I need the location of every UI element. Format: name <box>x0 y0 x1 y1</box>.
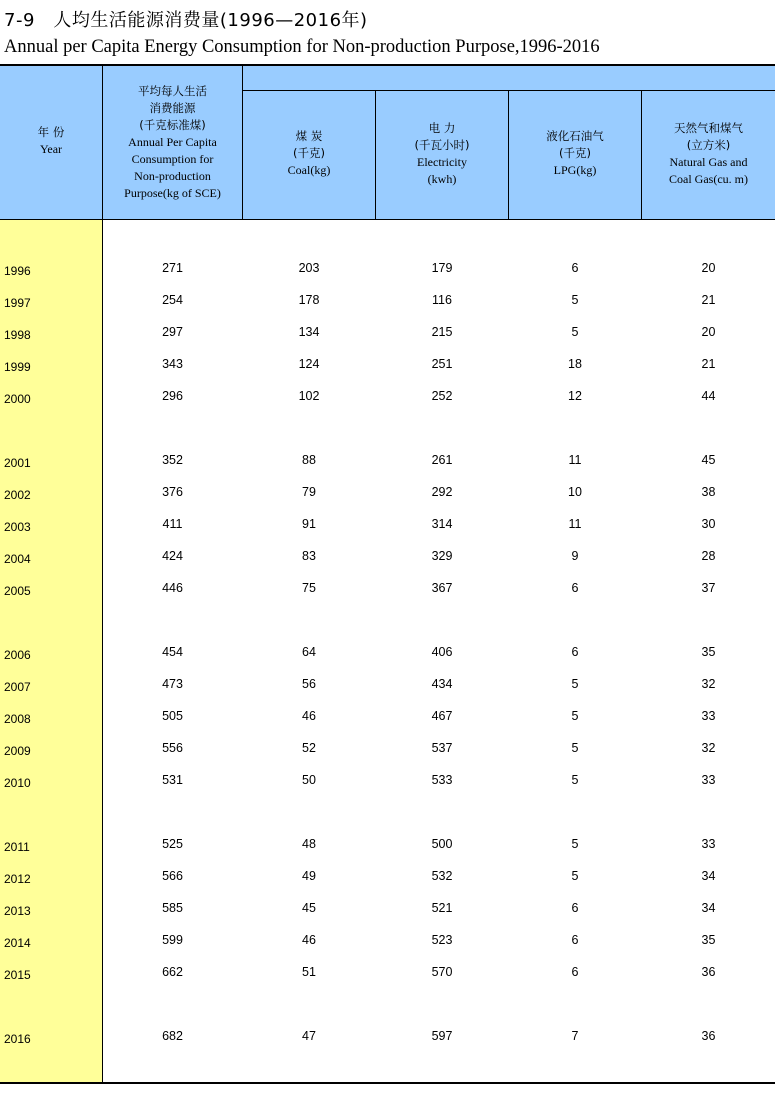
cell-coal: 75 <box>302 581 316 595</box>
cell-electricity: 406 <box>431 645 453 659</box>
cell-total: 505 <box>162 709 183 723</box>
cell-total: 352 <box>162 453 183 467</box>
cell-year: 2013 <box>4 904 31 918</box>
table-row <box>0 866 775 886</box>
cell-year: 2015 <box>4 968 31 982</box>
cell-lpg: 9 <box>571 549 579 563</box>
cell-gas: 34 <box>701 901 716 915</box>
table-row <box>0 482 775 502</box>
table-row <box>0 354 775 374</box>
header-total-cn: 平均每人生活 <box>138 84 207 98</box>
header-coal-cn: 煤 炭 <box>295 129 323 143</box>
table-row <box>0 642 775 662</box>
cell-coal: 45 <box>302 901 316 915</box>
header-lpg-cn: (千克) <box>559 146 591 160</box>
cell-lpg: 11 <box>568 517 582 531</box>
table-row <box>0 450 775 470</box>
cell-gas: 38 <box>701 485 716 499</box>
cell-lpg: 18 <box>568 357 582 371</box>
table-row <box>0 706 775 726</box>
cell-coal: 56 <box>302 677 316 691</box>
cell-coal: 48 <box>302 837 316 851</box>
cell-total: 566 <box>162 869 183 883</box>
table-title-chinese: 7-9 人均生活能源消费量(1996—2016年) <box>4 10 368 31</box>
cell-coal: 64 <box>302 645 316 659</box>
header-coal-en: Coal(kg) <box>287 163 331 177</box>
cell-gas: 37 <box>701 581 716 595</box>
cell-coal: 203 <box>298 261 320 275</box>
header-year-cn: 年 份 <box>37 125 65 139</box>
table-row <box>0 962 775 982</box>
cell-year: 2008 <box>4 712 31 726</box>
cell-total: 473 <box>162 677 183 691</box>
cell-total: 424 <box>162 549 183 563</box>
cell-gas: 21 <box>701 293 716 307</box>
cell-lpg: 5 <box>571 837 579 851</box>
header-coal-cn: (千克) <box>293 146 325 160</box>
cell-electricity: 292 <box>431 485 453 499</box>
cell-electricity: 521 <box>431 901 453 915</box>
table-row <box>0 770 775 790</box>
cell-electricity: 329 <box>431 549 453 563</box>
cell-year: 2001 <box>4 456 31 470</box>
cell-year: 1999 <box>4 360 31 374</box>
cell-coal: 91 <box>302 517 316 531</box>
table-row <box>0 898 775 918</box>
cell-electricity: 523 <box>431 933 453 947</box>
cell-year: 2012 <box>4 872 31 886</box>
cell-lpg: 12 <box>568 389 582 403</box>
table-row <box>0 674 775 694</box>
cell-lpg: 11 <box>568 453 582 467</box>
cell-year: 2006 <box>4 648 31 662</box>
cell-year: 1996 <box>4 264 31 278</box>
cell-gas: 44 <box>701 389 716 403</box>
cell-total: 454 <box>162 645 183 659</box>
cell-gas: 33 <box>701 709 716 723</box>
cell-lpg: 6 <box>571 901 579 915</box>
header-lpg-cn: 液化石油气 <box>546 129 604 143</box>
cell-total: 376 <box>162 485 183 499</box>
cell-lpg: 5 <box>571 741 579 755</box>
cell-coal: 52 <box>302 741 316 755</box>
header-coal <box>243 128 375 179</box>
cell-gas: 36 <box>701 1029 716 1043</box>
cell-electricity: 597 <box>431 1029 453 1043</box>
cell-year: 2000 <box>4 392 31 406</box>
table-row <box>0 930 775 950</box>
table-row <box>0 290 775 310</box>
cell-lpg: 5 <box>571 677 579 691</box>
cell-total: 682 <box>162 1029 183 1043</box>
cell-total: 343 <box>162 357 183 371</box>
cell-year: 2009 <box>4 744 31 758</box>
cell-coal: 46 <box>302 709 316 723</box>
table-row <box>0 578 775 598</box>
cell-electricity: 215 <box>431 325 453 339</box>
header-gas-cn: 天然气和煤气 <box>674 121 743 135</box>
cell-coal: 88 <box>302 453 316 467</box>
header-bottom-rule <box>0 219 775 220</box>
cell-coal: 49 <box>302 869 316 883</box>
cell-electricity: 532 <box>431 869 453 883</box>
cell-gas: 34 <box>701 869 716 883</box>
cell-lpg: 6 <box>571 965 579 979</box>
header-total-en: Annual Per Capita <box>128 135 217 149</box>
header-total-cn: 消费能源 <box>149 101 196 115</box>
header-total <box>103 83 242 202</box>
cell-year: 1998 <box>4 328 31 342</box>
header-year-en: Year <box>39 142 63 156</box>
cell-coal: 47 <box>302 1029 316 1043</box>
header-electricity-cn: (千瓦小时) <box>414 138 470 152</box>
cell-lpg: 6 <box>571 645 579 659</box>
cell-electricity: 434 <box>431 677 453 691</box>
cell-coal: 50 <box>302 773 316 787</box>
cell-total: 411 <box>162 517 183 531</box>
cell-lpg: 5 <box>571 709 579 723</box>
table-row <box>0 738 775 758</box>
header-electricity-en: Electricity <box>417 155 467 169</box>
cell-lpg: 7 <box>571 1029 579 1043</box>
bottom-rule <box>0 1082 775 1084</box>
cell-electricity: 251 <box>431 357 453 371</box>
header-gas-cn: (立方米) <box>686 138 731 152</box>
cell-lpg: 6 <box>571 261 579 275</box>
table-row <box>0 546 775 566</box>
cell-total: 525 <box>162 837 183 851</box>
cell-gas: 28 <box>701 549 716 563</box>
cell-total: 296 <box>162 389 183 403</box>
cell-electricity: 467 <box>431 709 453 723</box>
cell-electricity: 500 <box>431 837 453 851</box>
table-row <box>0 258 775 278</box>
cell-year: 2010 <box>4 776 31 790</box>
cell-gas: 32 <box>701 741 716 755</box>
cell-gas: 20 <box>701 261 716 275</box>
table-row <box>0 1026 775 1046</box>
cell-year: 2016 <box>4 1032 31 1046</box>
cell-year: 1997 <box>4 296 31 310</box>
cell-year: 2011 <box>4 840 30 854</box>
cell-gas: 45 <box>701 453 716 467</box>
cell-total: 585 <box>162 901 183 915</box>
cell-year: 2007 <box>4 680 31 694</box>
header-gas-en: Coal Gas(cu. m) <box>669 172 748 186</box>
cell-year: 2004 <box>4 552 31 566</box>
cell-gas: 33 <box>701 773 716 787</box>
cell-lpg: 6 <box>571 581 579 595</box>
cell-lpg: 5 <box>571 293 579 307</box>
cell-year: 2002 <box>4 488 31 502</box>
cell-gas: 35 <box>701 645 716 659</box>
header-gas <box>642 120 775 188</box>
cell-year: 2005 <box>4 584 31 598</box>
cell-lpg: 5 <box>571 869 579 883</box>
cell-total: 446 <box>162 581 183 595</box>
header-electricity <box>376 120 508 188</box>
cell-total: 254 <box>162 293 183 307</box>
cell-gas: 20 <box>701 325 716 339</box>
table-row <box>0 834 775 854</box>
table-row <box>0 322 775 342</box>
cell-electricity: 116 <box>432 293 452 307</box>
cell-electricity: 533 <box>431 773 453 787</box>
cell-electricity: 314 <box>431 517 453 531</box>
cell-coal: 83 <box>302 549 316 563</box>
cell-year: 2003 <box>4 520 31 534</box>
cell-electricity: 252 <box>431 389 453 403</box>
table-row <box>0 386 775 406</box>
cell-total: 297 <box>162 325 183 339</box>
header-electricity-en: (kwh) <box>427 172 457 186</box>
cell-lpg: 10 <box>568 485 582 499</box>
cell-gas: 30 <box>701 517 716 531</box>
cell-total: 662 <box>162 965 183 979</box>
cell-total: 531 <box>162 773 183 787</box>
cell-electricity: 537 <box>431 741 453 755</box>
cell-gas: 32 <box>701 677 716 691</box>
header-total-en: Non-production <box>134 169 211 183</box>
cell-coal: 102 <box>298 389 320 403</box>
cell-electricity: 570 <box>431 965 453 979</box>
cell-coal: 46 <box>302 933 316 947</box>
header-total-en: Purpose(kg of SCE) <box>124 186 221 200</box>
header-gas-en: Natural Gas and <box>669 155 748 169</box>
cell-coal: 124 <box>298 357 320 371</box>
cell-lpg: 6 <box>571 933 579 947</box>
cell-coal: 51 <box>302 965 316 979</box>
table-row <box>0 514 775 534</box>
header-lpg-en: LPG(kg) <box>553 163 597 177</box>
cell-year: 2014 <box>4 936 31 950</box>
table-title-english: Annual per Capita Energy Consumption for Non-production Purpose,1996-2016 <box>4 37 600 57</box>
cell-electricity: 179 <box>431 261 453 275</box>
header-lpg <box>509 128 641 179</box>
header-year <box>0 124 102 158</box>
cell-gas: 35 <box>701 933 716 947</box>
cell-gas: 33 <box>701 837 716 851</box>
cell-gas: 21 <box>701 357 716 371</box>
cell-total: 556 <box>162 741 183 755</box>
cell-coal: 134 <box>298 325 320 339</box>
cell-coal: 79 <box>302 485 316 499</box>
header-total-en: Consumption for <box>131 152 214 166</box>
cell-electricity: 367 <box>431 581 453 595</box>
cell-lpg: 5 <box>571 325 579 339</box>
header-total-cn: (千克标准煤) <box>139 118 206 132</box>
cell-electricity: 261 <box>431 453 453 467</box>
cell-total: 599 <box>162 933 183 947</box>
cell-total: 271 <box>162 261 183 275</box>
cell-gas: 36 <box>701 965 716 979</box>
cell-lpg: 5 <box>571 773 579 787</box>
header-electricity-cn: 电 力 <box>428 121 456 135</box>
cell-coal: 178 <box>298 293 320 307</box>
